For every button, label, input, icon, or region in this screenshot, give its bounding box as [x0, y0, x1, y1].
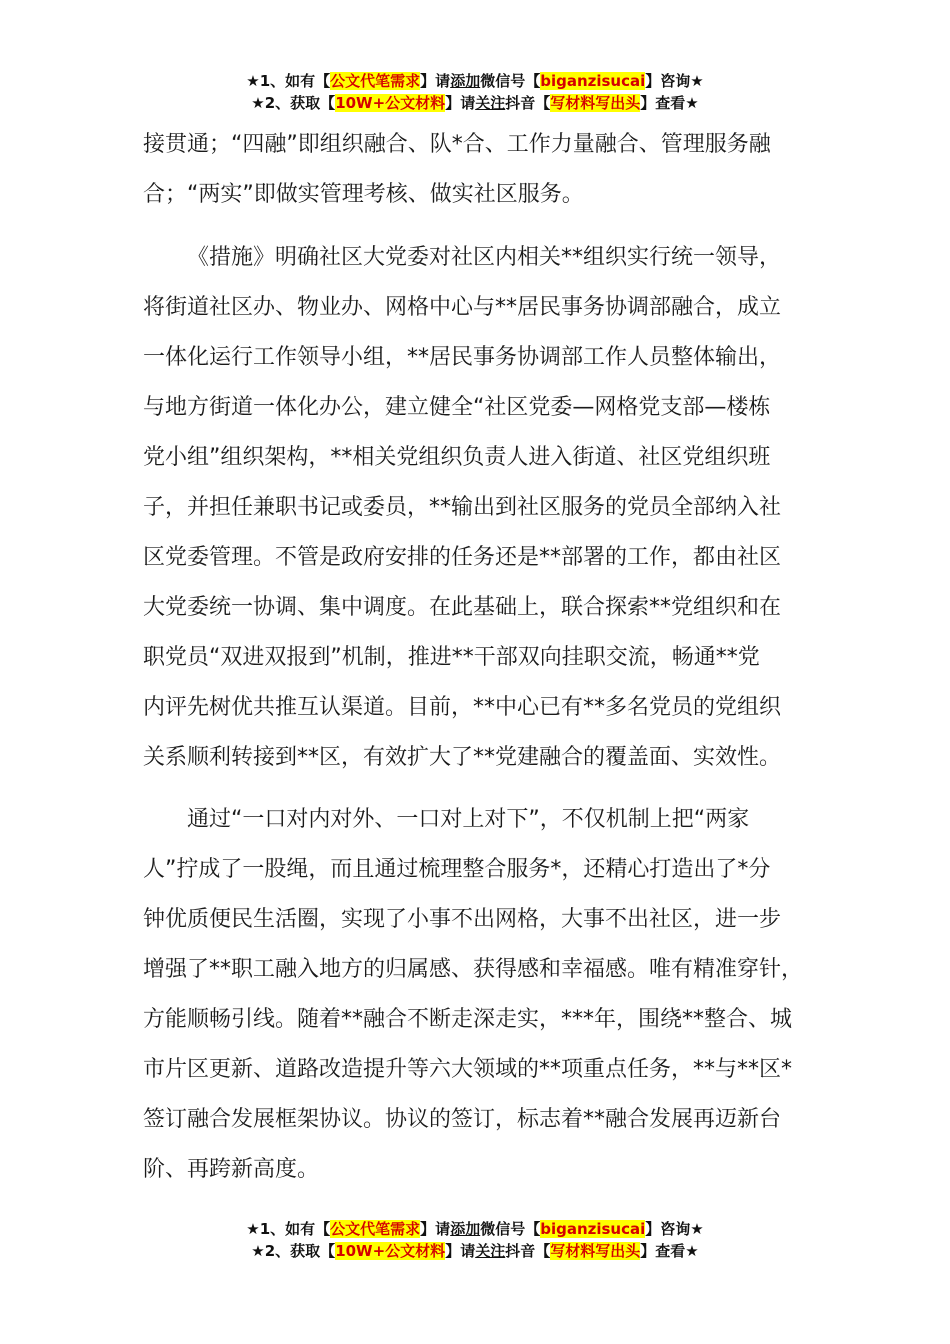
banner-line-2	[0, 1240, 950, 1262]
banner-douyin-id: 写材料写出头	[550, 94, 641, 112]
text-line: 增强了**职工融入地方的归属感、获得感和幸福感。唯有精准穿针，	[143, 957, 804, 982]
header-banner	[0, 70, 950, 114]
text-line: 内评先树优共推互认渠道。目前，**中心已有**多名党员的党组织	[143, 695, 782, 720]
banner-underline: 关注	[475, 94, 506, 112]
banner-text: ★1、如有【	[246, 72, 331, 90]
banner-text: ★2、获取【	[251, 94, 336, 112]
text-line: 钟优质便民生活圈，实现了小事不出网格，大事不出社区，进一步	[143, 907, 782, 932]
banner-text: 微信号【	[480, 1220, 541, 1238]
text-line: 方能顺畅引线。随着**融合不断走深走实，***年，围绕**整合、城	[143, 1007, 793, 1032]
banner-highlight: 公文代笔需求	[330, 1220, 421, 1238]
text-line: 与地方街道一体化办公，建立健全“社区党委—网格党支部—楼栋	[143, 395, 771, 420]
banner-text: ★2、获取【	[251, 1242, 336, 1260]
text-line: 大党委统一协调、集中调度。在此基础上，联合探索**党组织和在	[143, 595, 782, 620]
text-line: 人”拧成了一股绳，而且通过梳理整合服务*，还精心打造出了*分	[143, 857, 771, 882]
text-line: 将街道社区办、物业办、网格中心与**居民事务协调部融合，成立	[143, 295, 782, 320]
banner-text: 】请	[445, 1242, 476, 1260]
banner-text: 抖音【	[505, 94, 551, 112]
paragraph-integration	[143, 795, 813, 1195]
banner-line-1	[0, 1218, 950, 1240]
banner-text: 】咨询★	[645, 1220, 704, 1238]
banner-text: 】请	[420, 1220, 451, 1238]
banner-text: 】咨询★	[645, 72, 704, 90]
banner-wechat-id: biganzisucai	[540, 72, 646, 90]
paragraph-measures	[143, 233, 813, 783]
continuation-paragraph	[143, 120, 813, 220]
banner-douyin-id: 写材料写出头	[550, 1242, 641, 1260]
banner-text: 】请	[445, 94, 476, 112]
banner-wechat-id: biganzisucai	[540, 1220, 646, 1238]
banner-line-2	[0, 92, 950, 114]
text-line: 阶、再跨新高度。	[143, 1157, 320, 1182]
text-line: 通过“一口对内对外、一口对上对下”，不仅机制上把“两家	[187, 807, 750, 832]
banner-text: 抖音【	[505, 1242, 551, 1260]
text-line: 接贯通；“四融”即组织融合、队*合、工作力量融合、管理服务融	[143, 132, 771, 157]
banner-underline: 添加	[450, 1220, 481, 1238]
banner-highlight: 公文代笔需求	[330, 72, 421, 90]
banner-text: ★1、如有【	[246, 1220, 331, 1238]
text-line: 子，并担任兼职书记或委员，**输出到社区服务的党员全部纳入社	[143, 495, 782, 520]
banner-highlight: 10W+公文材料	[335, 94, 446, 112]
banner-underline: 添加	[450, 72, 481, 90]
banner-underline: 关注	[475, 1242, 506, 1260]
banner-text: 】查看★	[640, 94, 699, 112]
banner-text: 微信号【	[480, 72, 541, 90]
text-line: 一体化运行工作领导小组，**居民事务协调部工作人员整体输出，	[143, 345, 782, 370]
text-line: 关系顺利转接到**区，有效扩大了**党建融合的覆盖面、实效性。	[143, 745, 782, 770]
text-line: 合；“两实”即做实管理考核、做实社区服务。	[143, 182, 584, 207]
text-line: 市片区更新、道路改造提升等六大领域的**项重点任务，**与**区*	[143, 1057, 793, 1082]
footer-banner	[0, 1218, 950, 1262]
text-line: 区党委管理。不管是政府安排的任务还是**部署的工作，都由社区	[143, 545, 782, 570]
banner-line-1	[0, 70, 950, 92]
text-line: 职党员“双进双报到”机制，推进**干部双向挂职交流，畅通**党	[143, 645, 760, 670]
banner-highlight: 10W+公文材料	[335, 1242, 446, 1260]
text-line: 《措施》明确社区大党委对社区内相关**组织实行统一领导，	[187, 245, 782, 270]
banner-text: 】请	[420, 72, 451, 90]
text-line: 党小组”组织架构，**相关党组织负责人进入街道、社区党组织班	[143, 445, 771, 470]
text-line: 签订融合发展框架协议。协议的签订，标志着**融合发展再迈新台	[143, 1107, 782, 1132]
banner-text: 】查看★	[640, 1242, 699, 1260]
